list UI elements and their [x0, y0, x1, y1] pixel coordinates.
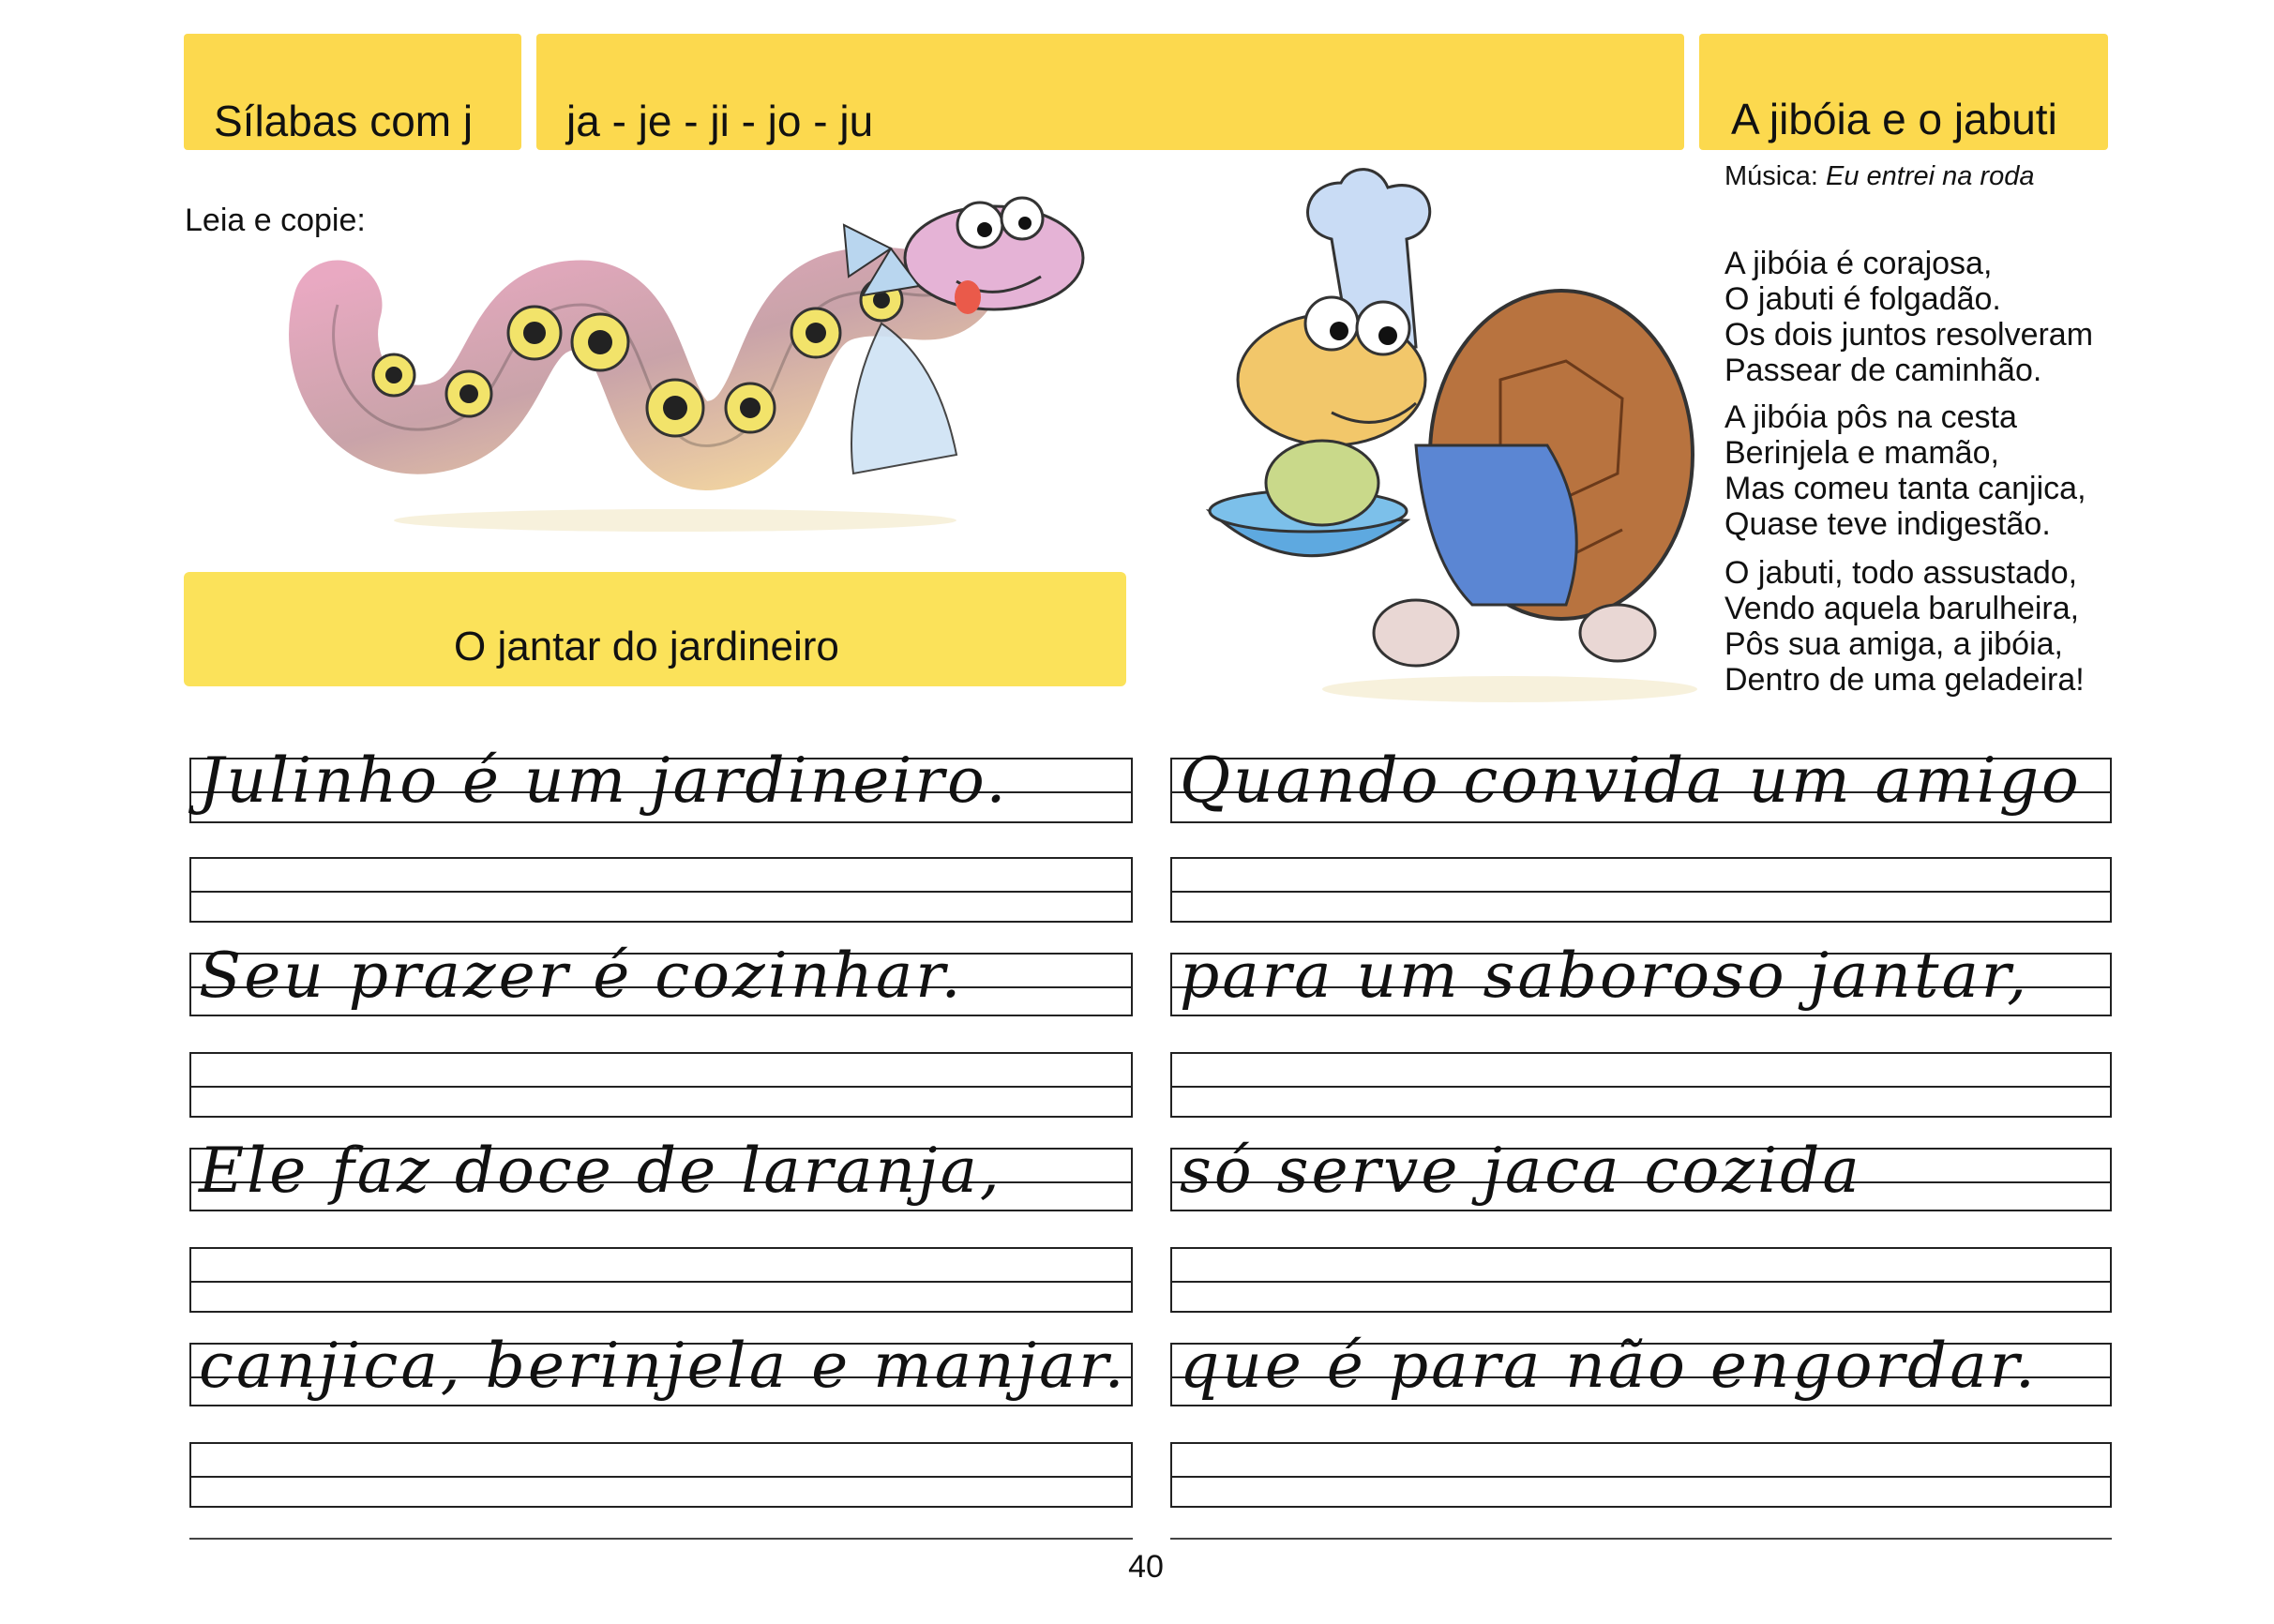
poem-line: Passear de caminhão.: [1724, 353, 2042, 388]
poem-line: O jabuti é folgadão.: [1724, 281, 2001, 317]
turtle-chef-illustration: [1191, 164, 1716, 727]
subtitle-text: O jantar do jardineiro: [454, 624, 839, 669]
poem-line: Os dois juntos resolveram: [1724, 317, 2094, 353]
header-bar-right: [1699, 34, 2108, 150]
cursive-text: Ele faz doce de laranja,: [199, 1135, 1002, 1207]
poem-stanza-3: [1724, 555, 2085, 698]
header-syllables: ja - je - ji - jo - ju: [566, 97, 874, 145]
poem-line: Quase teve indigestão.: [1724, 506, 2051, 542]
instruction-text: Leia e copie:: [185, 203, 366, 238]
poem-line: A jibóia é corajosa,: [1724, 246, 1993, 281]
header-right-title: A jibóia e o jabuti: [1731, 95, 2057, 143]
poem-line: O jabuti, todo assustado,: [1724, 555, 2078, 591]
music-song: Eu entrei na roda: [1825, 161, 2035, 191]
cursive-text: que é para não engordar.: [1180, 1330, 2038, 1402]
poem-line: Dentro de uma geladeira!: [1724, 662, 2085, 698]
poem-line: Mas comeu tanta canjica,: [1724, 471, 2086, 506]
poem-line: A jibóia pôs na cesta: [1724, 399, 2017, 435]
cursive-text: para um saboroso jantar,: [1180, 940, 2030, 1012]
poem-stanza-1: [1724, 246, 2093, 388]
poem-line: Berinjela e mamão,: [1724, 435, 1999, 471]
poem-line: Vendo aquela barulheira,: [1724, 591, 2080, 626]
subtitle-bar: [184, 572, 1126, 686]
cursive-text: Julinho é um jardineiro.: [199, 744, 1009, 817]
header-left-title: Sílabas com j: [214, 97, 474, 145]
bottom-rule-left: [189, 1538, 1133, 1540]
poem-line: Pôs sua amiga, a jibóia,: [1724, 626, 2063, 662]
poem-stanza-2: [1724, 399, 2086, 542]
bottom-rule-right: [1170, 1538, 2112, 1540]
cursive-text: Quando convida um amigo: [1180, 744, 2082, 817]
header-bar-middle: [536, 34, 1684, 150]
cursive-text: Seu prazer é cozinhar.: [199, 940, 964, 1012]
cursive-text: só serve jaca cozida: [1180, 1135, 1862, 1207]
snake-illustration: [281, 173, 1107, 549]
music-credit: [1724, 161, 2034, 192]
cursive-text: canjica, berinjela e manjar.: [199, 1330, 1127, 1402]
music-label: Música:: [1724, 161, 1818, 191]
page-number: 40: [1128, 1549, 1164, 1585]
header-bar-left: [184, 34, 521, 150]
